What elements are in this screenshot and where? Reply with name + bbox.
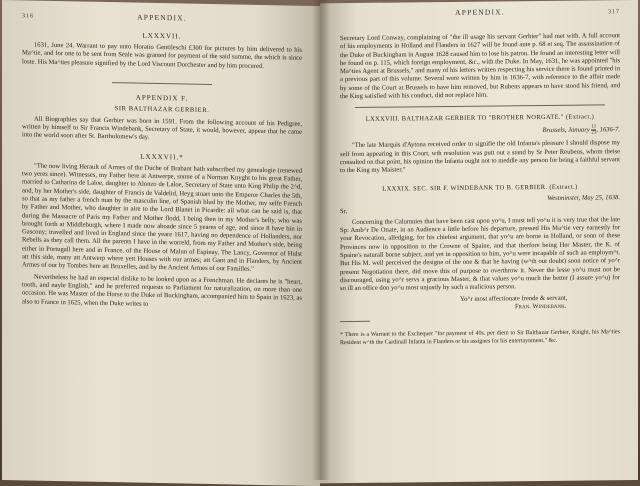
right-page-content	[340, 32, 620, 347]
right-divider	[355, 105, 605, 109]
right-section1-date-year: , 1636-7.	[596, 126, 620, 134]
right-running-head: APPENDIX.	[455, 7, 505, 17]
left-section2-title: LXXXVII.*	[140, 152, 184, 162]
right-salutation: Sr,	[340, 207, 348, 215]
appendix-title: APPENDIX F.	[135, 93, 189, 103]
right-section1-date-place: Brussels, January	[542, 126, 590, 135]
right-section1-date-num: 11	[591, 124, 597, 130]
right-page-number: 317	[607, 9, 620, 16]
footnote: * There is a Warrant to the Exchequer "for payment of 40s. per diem to Sir Balthazar Gerbier, Knight, his Ma^ties Resident w^th the Cardinall Infanta in Flanders or his assignes for his entertaynment," &c.	[340, 329, 620, 346]
right-section1-date	[340, 125, 620, 139]
closing-line: Yo^r most affectionate frende & servant,	[460, 294, 568, 303]
left-running-header	[22, 10, 302, 24]
right-section1-title: LXXXVIII. BALTHAZAR GERBIER TO "BROTHER NORGATE." (Extract.)	[365, 113, 595, 124]
appendix-subtitle: SIR BALTHAZAR GERBIER.	[114, 105, 210, 114]
book-gutter	[312, 0, 330, 480]
left-page	[2, 0, 320, 486]
left-divider	[112, 82, 212, 85]
right-page-header-wrap	[340, 6, 620, 18]
right-section1-date-den: 21	[591, 130, 597, 136]
signature: Fran. Windebank.	[515, 302, 567, 311]
right-section2-title: LXXXIX. SEC. SIR F. WINDEBANK TO B. GERBIER. (Extract.)	[382, 183, 578, 193]
right-top-paragraph: Secretary Lord Conway, complaining of "the ill usage his servant Gerbier" had met with. A full account of his employments in Holland and Flanders in 1627 will be found ante p. 68 et seq. The assassination of the Duke of Buckingham in August 1628 caused him to lose his patron. He found an interesting letter will be found on p. 115, which foreign employment, &c., with the Duke. In May, 1631, he was appointed "his Ma^ties Agent at Brussels," and many of his letters written respecting his service there is found printed in a previous part of this volume. Several were written by him in 1636-7, with reference to the affair made by some of the Court at Brussels to have him removed, but Rubens appears to have stood his friend, and the King satisfied with his conduct, did not replace him.	[340, 32, 620, 101]
right-page	[320, 0, 638, 483]
left-page-content	[22, 10, 302, 314]
right-section2-date: Westminster, May 25, 1638.	[547, 193, 620, 202]
left-section1-title: LXXXVII.	[142, 31, 182, 41]
footnote-rule	[340, 321, 370, 322]
right-section1-paragraph: "The late Marquis d'Aytona received order to signifie the old Infanta's pleasure I should dispose my self from appearing in this Court, wth resolution was putt out a stand by Sr Peter Reubens, whom theise consulted on that point, his opinion the Infanta ought not to meddle any person for being a faithful servant to the King my Maister."	[340, 139, 620, 175]
left-section2-paragraph-2: Nevertheless he had an especial dislike to be looked upon as a Frenchman. He declares he is "heart, tooth, and nayle English," and he preferred requests to Parliament for naturalization, on more than one occasion. He was Master of the Horse to the Duke of Buckingham, accompanied him to Spain in 1623, as also to France in 1625, when the Duke writes to	[22, 273, 302, 308]
right-section2-paragraph: Concerning the Calumnies that have been cast upon yo^u, I must tell yo^u it is very true that the late Sp: Amb^r De Onate, in an Audience a little before his departure, pressed His Ma^tie very earnestly for your Revocation, alledging, for his chiefest argument, that yo^u are borne in Holland, or sonn of these Provinces now in opposition to the Crowne of Spaine, and that therfore being Her Master, the K. of Spaine's naturall borne subject, and yet in opposition to him, yo^u were incapable of such an employm^t. But His M. well perceived the designe of the one & that he having (w^th out doubt) soon notice of yo^r present Negotiation there, did move this of purpose to overthrow it. Never the lesse yo^u must not be discouraged, using yo^r servs a gracious Master, & that values yo^u much the better (I assure yo^u) for so ill an office don yo^u most unjustly by such a malicious person.	[340, 216, 620, 293]
open-book	[2, 0, 638, 480]
right-running-header	[340, 6, 620, 18]
left-running-head: APPENDIX.	[137, 12, 187, 23]
appendix-paragraph: All Biographies say that Gerbier was born in 1591. From the following account of his Pedigree, written by himself to Sir Francis Windebank, Secretary of State, it would, however, appear that he came into the world soon after St. Bartholomew's day.	[22, 115, 302, 142]
left-section1-paragraph: 1631, June 24. Warrant to pay unto Horatio Gentileschi £300 for pictures by him delivered to his Ma^tie, and for one to be sent from Seale was granted for payment of the said summe, the which is since loste. His Ma^ties pleasure signified by the Lord Viscount Dorchester and by him procured.	[22, 41, 302, 70]
left-section2-paragraph-1: "The now living Herault of Armes of the Duche of Brabant hath subscribed my genealogie (renewed two yeres since). Witnesses, my Father here at Antwerpe, sonne of a Norman Knyght to his great Father, married to Catharina de Laloe, daughter to Alonzo de Laloe, Secretary of State unto King Philip the 2^d, and, by her Mother's side, daughter of Francis de Valdelid, Heyg stuart unto the Emperor Charles the 5th, so that as my father a french man by the masculin line, of Spanish blud by the Mother, my selfe French by Father and Mother, who daughter in aire to the Lord Blanet in Picardie: all what can be said is, that during the Massacre of Paris my Father and Mother flodd, I being then in my Mother's belly, who was brought forth at Middleburgh, where I made now aboade since 5 yeares of age, and since 8 have bin in Gascony; travelled and lived in England since the yeare 1617, having no dependence of Hollanders, nor Rebells as they call them. All the parents I have in the worreld, from my Father and Mother's side, being either in Portugall here and in France, of the House of Malun of Espinay, The Lancy, Governor of Hulst att this side, many att Antwerp where yett Houses with our armes; att Gant and in Flanders, by Ancient Armes of our by Tombes here att Bruxelles, and by the Ancient Armes of our Familles."	[22, 162, 302, 274]
left-page-number: 316	[22, 13, 34, 20]
